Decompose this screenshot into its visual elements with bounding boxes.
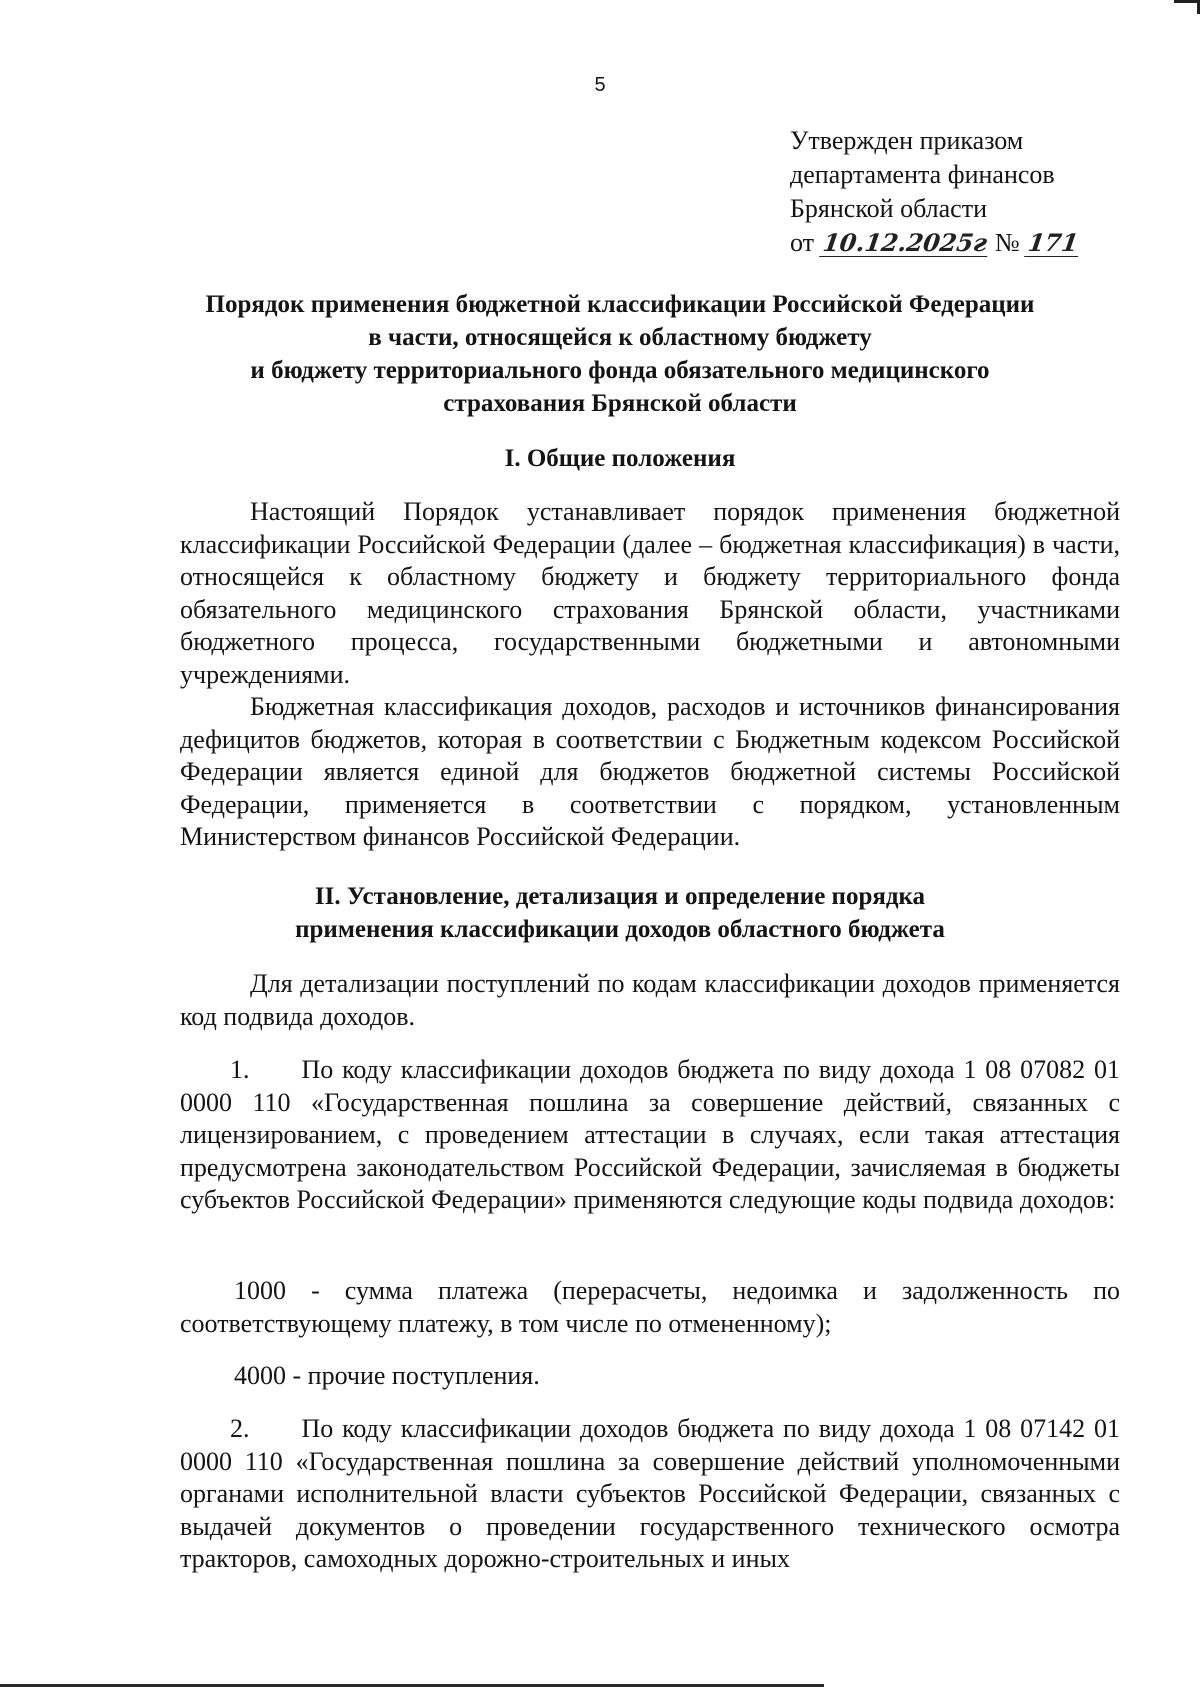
income-subtype-code-1000: 1000 - сумма платежа (перерасчеты, недоимка и задолженность по соответствующему платежу, в том числе по отмененному); bbox=[180, 1276, 1120, 1338]
page-number: 5 bbox=[594, 74, 606, 96]
approval-line-1: Утвержден приказом bbox=[790, 126, 1024, 155]
approval-date-line bbox=[790, 226, 1080, 260]
section-2-item-2: 2. По коду классификации доходов бюджета по виду дохода 1 08 07142 01 0000 110 «Государственная пошлина за совершение действий уполномоченными органами исполнительной власти субъектов Российской Федерации, связанных с выдачей документов о проведении государственного технического осмотра тракторов, самоходных дорожно-строительных и иных bbox=[180, 1414, 1120, 1573]
approval-date-handwritten: 10.12.2025г bbox=[820, 228, 989, 257]
section-1-paragraph-2: Бюджетная классификация доходов, расходов и источников финансирования дефицитов бюджетов, которая в соответствии с Бюджетным кодексом Российской Федерации является единой для бюджетов бюджетной системы Российской Федерации, применяется в соответствии с порядком, установленным Министерством финансов Российской Федерации. bbox=[180, 692, 1120, 851]
section-2-item-1: 1. По коду классификации доходов бюджета по виду дохода 1 08 07082 01 0000 110 «Государственная пошлина за совершение действий, связанных с лицензированием, с проведением аттестации в случаях, если такая аттестация предусмотрена законодательством Российской Федерации, зачисляемая в бюджеты субъектов Российской Федерации» применяются следующие коды подвида доходов: bbox=[180, 1055, 1120, 1214]
scan-corner-mark bbox=[1174, 0, 1200, 14]
document-title bbox=[150, 288, 1090, 420]
title-line-4: страхования Брянской области bbox=[443, 390, 797, 417]
section-1-paragraph-1: Настоящий Порядок устанавливает порядок применения бюджетной классификации Российской Федерации (далее – бюджетная классификация) в части, относящейся к областному бюджету и бюджету территориального фонда обязательного медицинского страхования Брянской области, участниками бюджетного процесса, государственными бюджетными и автономными учреждениями. bbox=[180, 497, 1120, 689]
approval-number-prefix: № bbox=[994, 228, 1020, 257]
section-1-heading: I. Общие положения bbox=[504, 445, 736, 472]
title-line-1: Порядок применения бюджетной классификации Российской Федерации bbox=[205, 291, 1035, 318]
title-line-2: в части, относящейся к областному бюджету bbox=[368, 324, 872, 351]
scan-edge-line bbox=[0, 1684, 824, 1687]
approval-number-handwritten: 171 bbox=[1026, 228, 1081, 257]
section-2-heading-line-1: II. Установление, детализация и определение порядка bbox=[314, 883, 926, 910]
approval-line-2: департамента финансов bbox=[790, 160, 1055, 189]
approval-date-prefix: от bbox=[790, 228, 815, 257]
income-subtype-code-4000: 4000 - прочие поступления. bbox=[234, 1361, 540, 1390]
section-2-heading bbox=[150, 880, 1090, 946]
section-2-heading-line-2: применения классификации доходов областного бюджета bbox=[295, 916, 945, 943]
approval-line-3: Брянской области bbox=[790, 194, 987, 223]
title-line-3: и бюджету территориального фонда обязательного медицинского bbox=[250, 357, 990, 384]
section-2-intro: Для детализации поступлений по кодам классификации доходов применяется код подвида доходов. bbox=[180, 969, 1120, 1031]
approval-stamp-block bbox=[790, 124, 1080, 260]
